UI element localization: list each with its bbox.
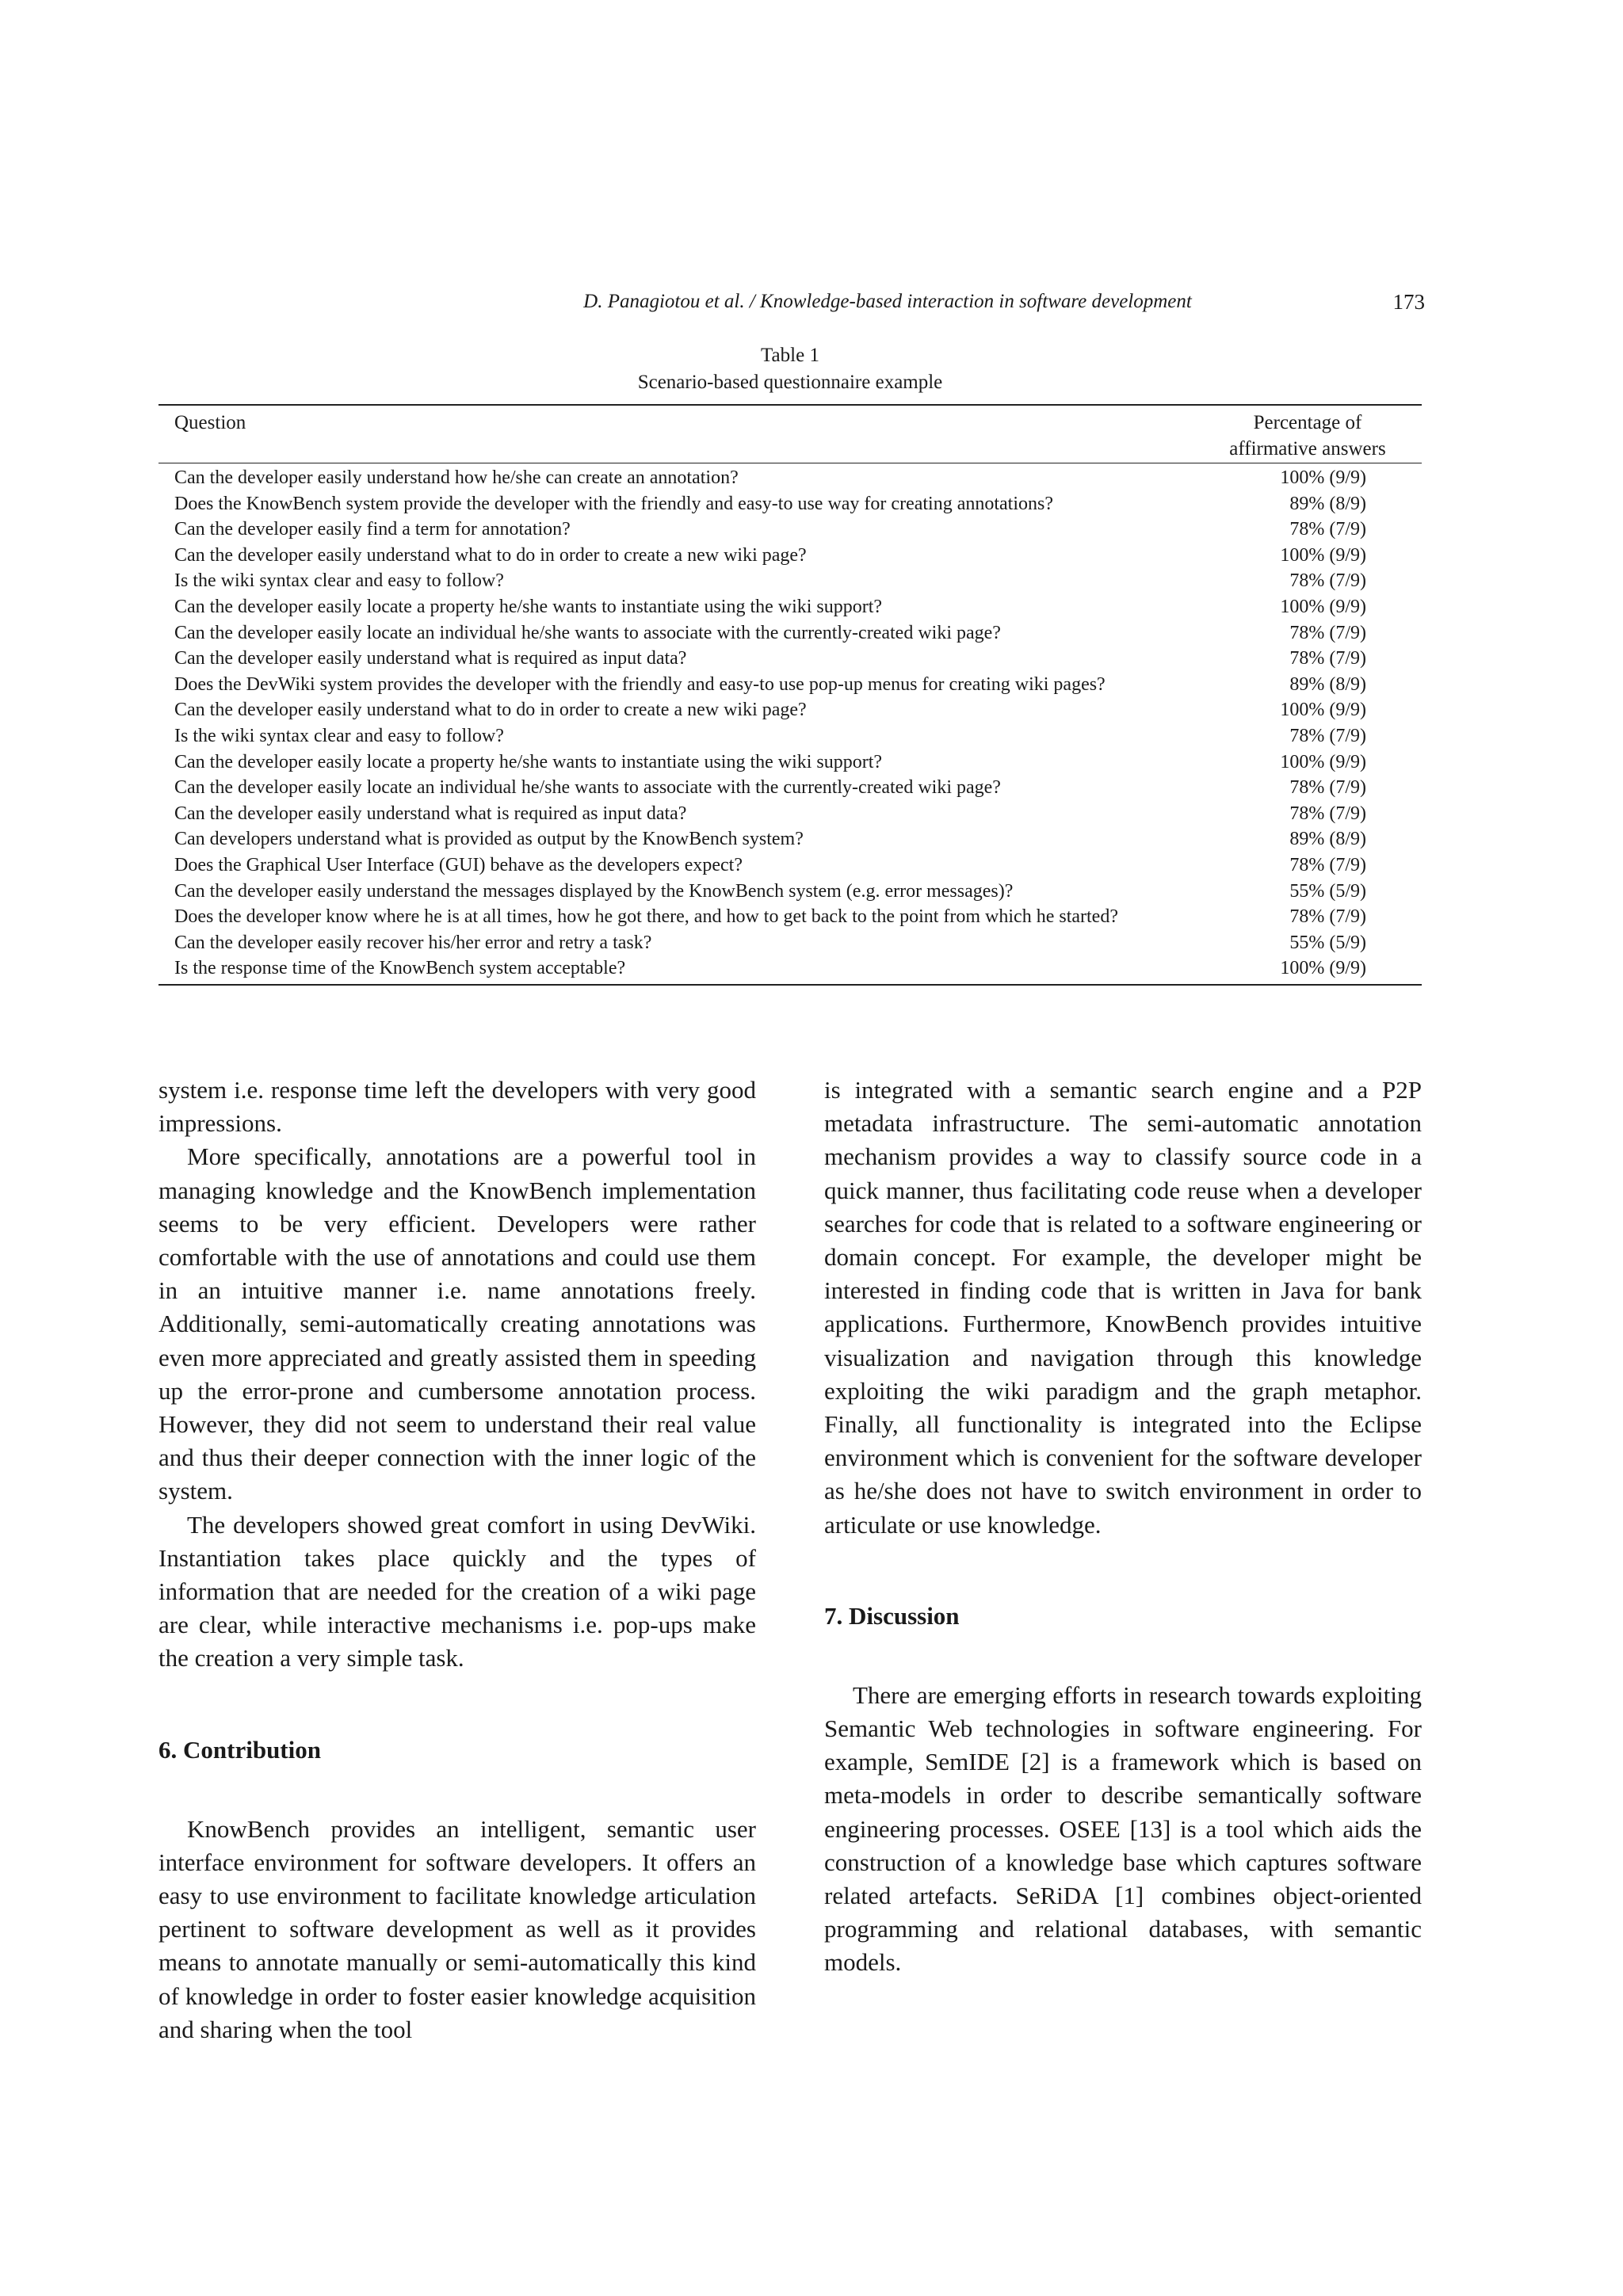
right-column [824, 1074, 1422, 1980]
percentage-cell: 100% (9/9) [1280, 751, 1366, 772]
table-row [158, 904, 1422, 930]
table-row [158, 723, 1422, 749]
table-row [158, 465, 1422, 491]
table-row [158, 620, 1422, 646]
percentage-cell: 100% (9/9) [1280, 958, 1366, 979]
table-row [158, 852, 1422, 879]
section-heading-contribution: 6. Contribution [158, 1735, 321, 1764]
percentage-cell: 89% (8/9) [1289, 829, 1366, 850]
column-header-percentage-line1: Percentage of [1253, 412, 1362, 433]
question-cell: Does the Graphical User Interface (GUI) behave as the developers expect? [174, 854, 743, 875]
table-row [158, 749, 1422, 776]
question-cell: Can the developer easily locate a property he/she wants to instantiate using the wiki support? [174, 596, 883, 617]
percentage-cell: 100% (9/9) [1280, 544, 1366, 566]
question-cell: Can the developer easily understand what to do in order to create a new wiki page? [174, 544, 807, 566]
percentage-cell: 89% (8/9) [1289, 673, 1366, 695]
column-header-percentage-line2: affirmative answers [1229, 438, 1386, 460]
table-row [158, 594, 1422, 620]
table-row [158, 775, 1422, 801]
percentage-cell: 78% (7/9) [1289, 777, 1366, 799]
percentage-cell: 78% (7/9) [1289, 519, 1366, 540]
column-header-percentage [1212, 410, 1403, 462]
percentage-cell: 78% (7/9) [1289, 570, 1366, 592]
paragraph: is integrated with a semantic search engine and a P2P metadata infrastructure. The semi-automatic annotation mechanism provides a way to classify source code in a quick manner, thus facilitating code reuse when a developer searches for code that is related to a software engineering or domain concept. For example, the developer might be interested in finding code that is written in Java for bank applications. Furthermore, KnowBench provides intuitive visualization and navigation through this knowledge exploiting the wiki paradigm and the graph metaphor. Finally, all functionality is integrated into the Eclipse environment which is convenient for the software developer as he/she does not have to switch environment in order to articulate or use knowledge. [824, 1076, 1422, 1539]
paragraph: system i.e. response time left the developers with very good impressions. [158, 1076, 756, 1138]
table-row [158, 826, 1422, 852]
question-cell: Can the developer easily understand what is required as input data? [174, 803, 687, 824]
table-row [158, 568, 1422, 594]
table-row [158, 879, 1422, 905]
column-header-question: Question [174, 412, 246, 433]
table-row [158, 646, 1422, 672]
question-cell: Is the wiki syntax clear and easy to follow? [174, 570, 504, 592]
question-cell: Can the developer easily understand the messages displayed by the KnowBench system (e.g. error messages)? [174, 880, 1014, 902]
table-row [158, 543, 1422, 569]
table-body [158, 463, 1422, 984]
table-row [158, 697, 1422, 723]
table-row [158, 491, 1422, 517]
table-title: Scenario-based questionnaire example [637, 372, 943, 393]
percentage-cell: 78% (7/9) [1289, 803, 1366, 824]
table-header [158, 406, 1422, 463]
question-cell: Can the developer easily understand what to do in order to create a new wiki page? [174, 700, 807, 721]
percentage-cell: 78% (7/9) [1289, 648, 1366, 669]
paragraph: More specifically, annotations are a powerful tool in managing knowledge and the KnowBench implementation seems to be very efficient. Developers were rather comfortable with the use of annotations and could use them in an intuitive manner i.e. name annotations freely. Additionally, semi-automatically creating annotations was even more appreciated and greatly assisted them in speeding up the error-prone and cumbersome annotation process. However, they did not seem to understand their real value and thus their deeper connection with the inner logic of the system. [158, 1142, 756, 1505]
table-row [158, 672, 1422, 698]
percentage-cell: 78% (7/9) [1289, 854, 1366, 875]
percentage-cell: 78% (7/9) [1289, 725, 1366, 746]
running-header [158, 286, 1425, 318]
left-column [158, 1074, 756, 2046]
table-row [158, 955, 1422, 982]
question-cell: Does the KnowBench system provide the developer with the friendly and easy-to use way for creating annotations? [174, 493, 1054, 514]
question-cell: Does the developer know where he is at all times, how he got there, and how to get back to the point from which he started? [174, 906, 1118, 928]
question-cell: Can the developer easily find a term for annotation? [174, 519, 571, 540]
question-cell: Can the developer easily recover his/her error and retry a task? [174, 932, 652, 953]
percentage-cell: 100% (9/9) [1280, 700, 1366, 721]
percentage-cell: 100% (9/9) [1280, 596, 1366, 617]
percentage-cell: 89% (8/9) [1289, 493, 1366, 514]
question-cell: Does the DevWiki system provides the developer with the friendly and easy-to use pop-up menus for creating wiki pages? [174, 673, 1106, 695]
question-cell: Is the response time of the KnowBench system acceptable? [174, 958, 626, 979]
question-cell: Can the developer easily locate an individual he/she wants to associate with the currently-created wiki page? [174, 777, 1001, 799]
running-title: D. Panagiotou et al. / Knowledge-based interaction in software development [583, 291, 1192, 312]
percentage-cell: 100% (9/9) [1280, 467, 1366, 488]
questionnaire-table [158, 404, 1422, 986]
table-row [158, 801, 1422, 827]
paragraph: KnowBench provides an intelligent, semantic user interface environment for software developers. It offers an easy to use environment to facilitate knowledge articulation pertinent to software development as well as it provides means to annotate manually or semi-automatically this kind of knowledge in order to foster easier knowledge acquisition and sharing when the tool [158, 1814, 756, 2043]
table-row [158, 517, 1422, 543]
question-cell: Can developers understand what is provided as output by the KnowBench system? [174, 829, 804, 850]
question-cell: Can the developer easily understand how he/she can create an annotation? [174, 467, 739, 488]
percentage-cell: 55% (5/9) [1289, 880, 1366, 902]
question-cell: Can the developer easily locate an individual he/she wants to associate with the currently-created wiki page? [174, 622, 1001, 643]
section-heading-discussion: 7. Discussion [824, 1601, 960, 1630]
paragraph: There are emerging efforts in research towards exploiting Semantic Web technologies in software engineering. For example, SemIDE [2] is a framework which is based on meta-models in order to describe semantically software engineering processes. OSEE [13] is a tool which aids the construction of a knowledge base which captures software related artefacts. SeRiDA [1] combines object-oriented programming and relational databases, with semantic models. [824, 1680, 1422, 1977]
question-cell: Can the developer easily locate a property he/she wants to instantiate using the wiki support? [174, 751, 883, 772]
page-number: 173 [1392, 290, 1425, 314]
question-cell: Is the wiki syntax clear and easy to follow? [174, 725, 504, 746]
percentage-cell: 78% (7/9) [1289, 906, 1366, 928]
percentage-cell: 55% (5/9) [1289, 932, 1366, 953]
percentage-cell: 78% (7/9) [1289, 622, 1366, 643]
paragraph: The developers showed great comfort in using DevWiki. Instantiation takes place quickly and the types of information that are needed for the creation of a wiki page are clear, while interactive mechanisms i.e. pop-ups make the creation a very simple task. [158, 1510, 756, 1672]
table-label: Table 1 [761, 345, 819, 366]
table-row [158, 930, 1422, 956]
table-caption [158, 342, 1422, 396]
question-cell: Can the developer easily understand what is required as input data? [174, 648, 687, 669]
